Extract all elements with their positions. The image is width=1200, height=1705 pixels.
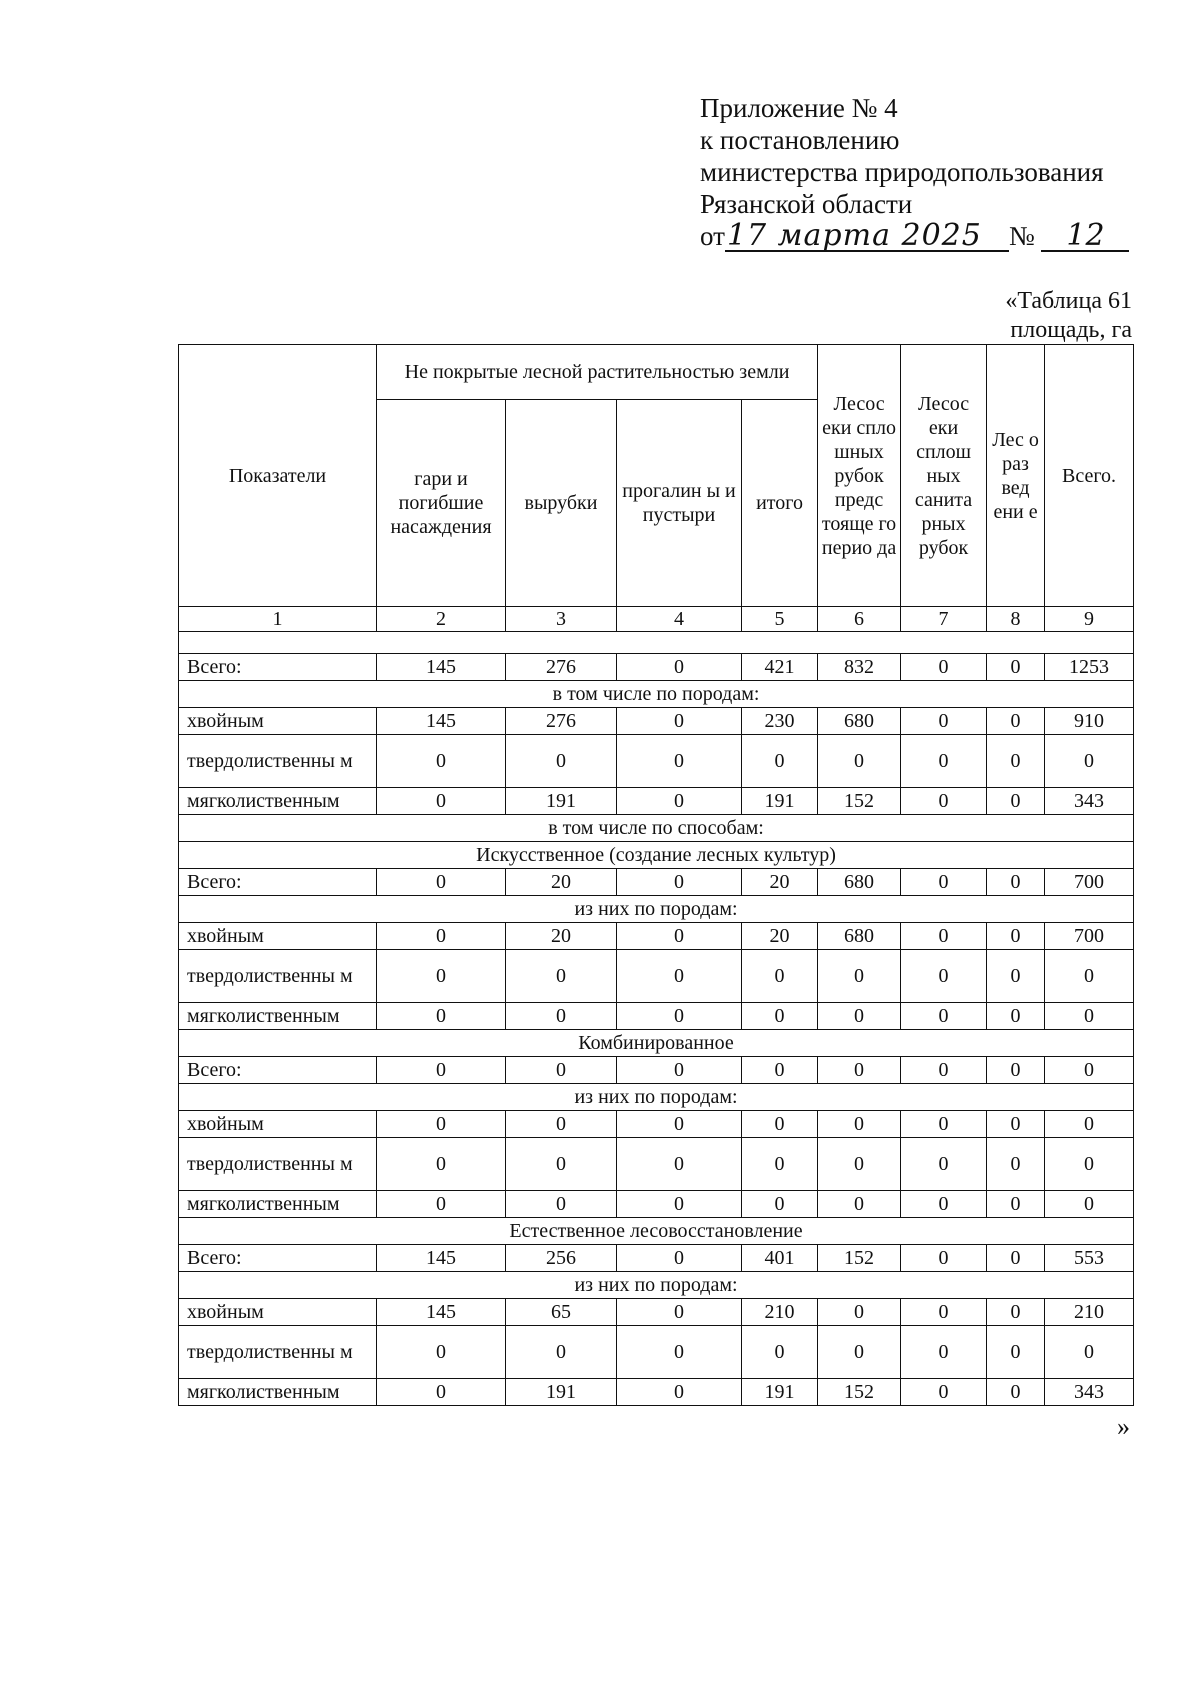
column-number: 1 [179,607,377,632]
table-cell: 0 [506,1057,617,1084]
section-of-them-species: из них по породам: [179,1084,1134,1111]
table-cell: 0 [377,1138,506,1191]
table-cell: 0 [742,1111,818,1138]
section-row [179,1272,1134,1299]
column-number: 6 [818,607,901,632]
section-natural: Естественное лесовосстановление [179,1218,1134,1245]
header-grand-total: Всего. [1045,345,1134,607]
number-prefix: № [1008,221,1035,251]
table-cell: 343 [1045,1379,1134,1406]
table-cell: 0 [818,1111,901,1138]
handwritten-number: 12 [1041,222,1129,252]
table-cell: 0 [1045,1138,1134,1191]
date-number-line [700,220,1129,252]
forest-regeneration-table [178,344,1134,1406]
table-cell: 0 [987,1191,1045,1218]
table-cell: 0 [617,1111,742,1138]
table-cell: 145 [377,1245,506,1272]
table-cell: 20 [506,869,617,896]
table-cell: 0 [901,1057,987,1084]
table-cell: 0 [617,1191,742,1218]
row-label: Всего: [179,869,377,896]
table-cell: 152 [818,1379,901,1406]
table-row [179,1111,1134,1138]
table-cell: 276 [506,708,617,735]
row-label: Всего: [179,1245,377,1272]
resolution-reference: к постановлению [700,125,900,155]
table-cell: 0 [987,708,1045,735]
header-burned: гари и погибшие насаждения [377,400,506,607]
table-row [179,923,1134,950]
table-row [179,1245,1134,1272]
table-cell: 700 [1045,923,1134,950]
table-cell: 0 [818,1057,901,1084]
region-name: Рязанской области [700,189,913,219]
blank-row [179,632,1134,654]
table-cell: 0 [987,735,1045,788]
closing-quote: » [1117,1412,1130,1441]
table-cell: 191 [742,1379,818,1406]
table-row [179,654,1134,681]
row-label: твердолиственны м [179,1326,377,1379]
table-cell: 1253 [1045,654,1134,681]
table-cell: 680 [818,869,901,896]
table-cell: 0 [617,950,742,1003]
table-cell: 276 [506,654,617,681]
from-prefix: от [700,221,725,251]
table-cell: 0 [901,1326,987,1379]
table-cell: 0 [901,1191,987,1218]
ministry-name: министерства природопользования [700,157,1104,187]
table-cell: 65 [506,1299,617,1326]
row-label: хвойным [179,1111,377,1138]
row-label: мягколиственным [179,788,377,815]
table-cell: 191 [506,788,617,815]
table-cell: 0 [901,1299,987,1326]
table-row [179,1326,1134,1379]
table-cell: 0 [1045,950,1134,1003]
header-glades: прогалин ы и пустыри [617,400,742,607]
table-cell: 20 [742,923,818,950]
table-cell: 0 [987,950,1045,1003]
table-cell: 0 [987,1003,1045,1030]
header-cuttings: вырубки [506,400,617,607]
table-cell: 0 [1045,1003,1134,1030]
handwritten-date: 17 марта 2025 [725,222,1009,252]
section-by-species: в том числе по породам: [179,681,1134,708]
table-cell: 0 [617,735,742,788]
table-cell: 832 [818,654,901,681]
table-cell: 910 [1045,708,1134,735]
table-cell: 0 [901,869,987,896]
table-row [179,788,1134,815]
table-cell: 553 [1045,1245,1134,1272]
table-cell: 0 [377,1111,506,1138]
header-non-covered-group: Не покрытые лесной растительностью земли [377,345,818,400]
table-row [179,1191,1134,1218]
table-cell: 0 [377,735,506,788]
table-cell: 0 [987,1379,1045,1406]
row-label: твердолиственны м [179,1138,377,1191]
table-row [179,1003,1134,1030]
table-cell: 0 [506,1191,617,1218]
table-cell: 0 [506,950,617,1003]
table-cell: 0 [617,708,742,735]
table-cell: 0 [377,1191,506,1218]
table-cell: 0 [617,654,742,681]
table-cell: 0 [901,788,987,815]
section-of-them-species: из них по породам: [179,1272,1134,1299]
table-row [179,869,1134,896]
table-cell: 0 [377,1326,506,1379]
table-cell: 0 [1045,1326,1134,1379]
table-cell: 0 [901,1111,987,1138]
table-cell: 0 [901,1245,987,1272]
table-cell: 680 [818,923,901,950]
table-cell: 0 [987,1111,1045,1138]
table-cell: 0 [617,1245,742,1272]
section-row [179,1218,1134,1245]
table-row [179,1299,1134,1326]
table-cell: 0 [506,1003,617,1030]
table-caption [1005,287,1132,345]
row-label: хвойным [179,1299,377,1326]
row-label: хвойным [179,923,377,950]
section-row [179,681,1134,708]
table-cell: 0 [901,923,987,950]
table-unit: площадь, га [1010,317,1132,343]
section-row [179,842,1134,869]
table-cell: 343 [1045,788,1134,815]
table-cell: 0 [987,1299,1045,1326]
table-cell: 0 [818,1003,901,1030]
table-cell: 0 [818,1138,901,1191]
table-cell: 0 [901,1379,987,1406]
header-forest-roads: Лес о раз вед ени е [987,345,1045,607]
row-label: твердолиственны м [179,735,377,788]
table-row [179,735,1134,788]
table-cell: 0 [987,1245,1045,1272]
table-cell: 0 [617,1326,742,1379]
table-cell: 0 [742,1326,818,1379]
header-total-non-covered: итого [742,400,818,607]
row-label: Всего: [179,654,377,681]
table-cell: 0 [901,735,987,788]
table-cell: 0 [987,1326,1045,1379]
table-cell: 0 [617,1138,742,1191]
column-number: 5 [742,607,818,632]
table-cell: 0 [377,788,506,815]
table-cell: 145 [377,708,506,735]
table-cell: 0 [987,788,1045,815]
table-cell: 145 [377,654,506,681]
row-label: мягколиственным [179,1379,377,1406]
column-number: 4 [617,607,742,632]
table-cell: 401 [742,1245,818,1272]
table-cell: 191 [742,788,818,815]
column-numbers-row [179,607,1134,632]
column-number: 2 [377,607,506,632]
table-cell: 0 [742,950,818,1003]
table-cell: 700 [1045,869,1134,896]
row-label: хвойным [179,708,377,735]
row-label: Всего: [179,1057,377,1084]
header-indicators: Показатели [179,345,377,607]
table-cell: 0 [377,923,506,950]
table-cell: 0 [506,1326,617,1379]
table-row [179,1138,1134,1191]
table-cell: 0 [742,735,818,788]
table-cell: 0 [377,1379,506,1406]
section-row [179,815,1134,842]
row-label: твердолиственны м [179,950,377,1003]
table-cell: 0 [818,1191,901,1218]
column-number: 9 [1045,607,1134,632]
table-cell: 0 [617,869,742,896]
table-cell: 152 [818,788,901,815]
table-cell: 0 [818,950,901,1003]
table-cell: 0 [617,923,742,950]
table-cell: 0 [901,708,987,735]
table-cell: 0 [987,1138,1045,1191]
table-cell: 152 [818,1245,901,1272]
table-cell: 0 [506,735,617,788]
table-cell: 0 [377,1057,506,1084]
section-of-them-species: из них по породам: [179,896,1134,923]
header-clearcut-areas: Лесос еки спло шных рубок предс тояще го перио да [818,345,901,607]
table-cell: 0 [987,654,1045,681]
table-cell: 20 [506,923,617,950]
table-row [179,1379,1134,1406]
table-cell: 0 [377,950,506,1003]
table-cell: 145 [377,1299,506,1326]
table-cell: 0 [742,1003,818,1030]
section-row [179,1030,1134,1057]
table-row [179,950,1134,1003]
column-number: 8 [987,607,1045,632]
section-by-methods: в том числе по способам: [179,815,1134,842]
table-cell: 0 [987,1057,1045,1084]
section-row [179,1084,1134,1111]
table-cell: 0 [818,1299,901,1326]
table-cell: 0 [742,1057,818,1084]
table-cell: 680 [818,708,901,735]
table-cell: 0 [617,1003,742,1030]
table-row [179,1057,1134,1084]
table-cell: 0 [1045,735,1134,788]
table-cell: 0 [1045,1057,1134,1084]
header-row-1 [179,345,1134,400]
table-cell: 191 [506,1379,617,1406]
table-cell: 0 [1045,1191,1134,1218]
table-cell: 421 [742,654,818,681]
table-cell: 0 [377,1003,506,1030]
table-cell: 0 [506,1111,617,1138]
table-cell: 210 [1045,1299,1134,1326]
table-cell: 0 [1045,1111,1134,1138]
table-cell: 20 [742,869,818,896]
table-cell: 0 [901,1138,987,1191]
row-label: мягколиственным [179,1191,377,1218]
table-cell: 0 [742,1191,818,1218]
table-cell: 0 [818,735,901,788]
column-number: 7 [901,607,987,632]
table-cell: 210 [742,1299,818,1326]
row-label: мягколиственным [179,1003,377,1030]
table-cell: 0 [742,1138,818,1191]
table-cell: 0 [901,950,987,1003]
table-cell: 0 [901,654,987,681]
table-cell: 0 [506,1138,617,1191]
table-cell: 0 [901,1003,987,1030]
table-cell: 256 [506,1245,617,1272]
table-cell: 0 [818,1326,901,1379]
table-cell: 0 [377,869,506,896]
section-artificial: Искусственное (создание лесных культур) [179,842,1134,869]
column-number: 3 [506,607,617,632]
table-cell: 0 [987,869,1045,896]
appendix-number: Приложение № 4 [700,93,898,123]
table-cell: 230 [742,708,818,735]
table-row [179,708,1134,735]
section-row [179,896,1134,923]
table-cell: 0 [987,923,1045,950]
header-sanitary-clearcut: Лесос еки сплош ных санита рных рубок [901,345,987,607]
table-cell: 0 [617,1299,742,1326]
table-cell: 0 [617,1379,742,1406]
table-cell: 0 [617,1057,742,1084]
table-cell: 0 [617,788,742,815]
table-title: «Таблица 61 [1005,288,1132,314]
document-header [700,92,1129,252]
section-combined: Комбинированное [179,1030,1134,1057]
